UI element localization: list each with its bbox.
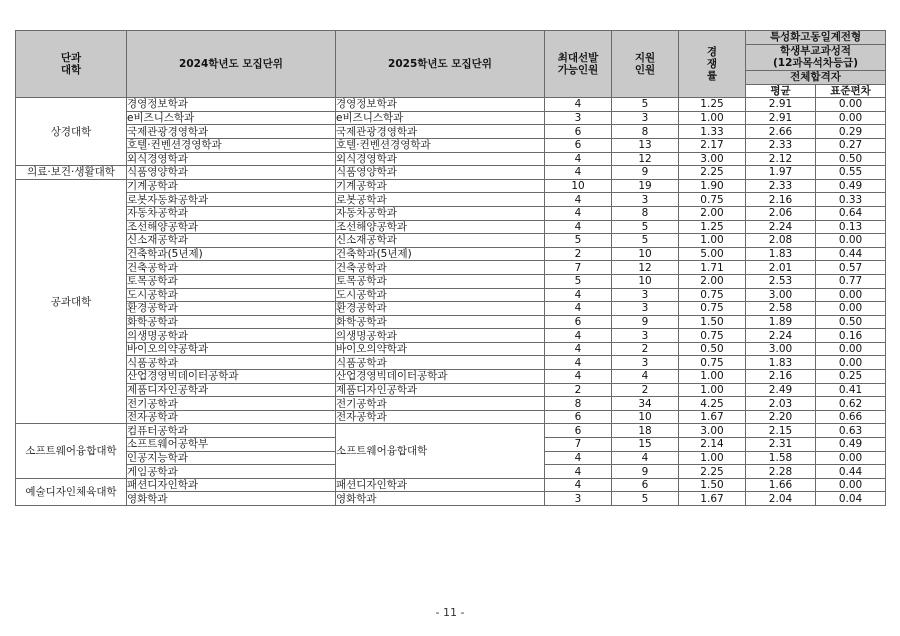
unit-2024: 외식경영학과 (127, 152, 336, 166)
unit-2024: 도시공학과 (127, 288, 336, 302)
grade-std-dev: 0.16 (816, 329, 886, 343)
table-row (16, 138, 886, 152)
grade-std-dev: 0.57 (816, 261, 886, 275)
applicants: 8 (612, 206, 679, 220)
unit-2025: 식품공학과 (336, 356, 545, 370)
applicants: 3 (612, 288, 679, 302)
max-quota: 4 (545, 356, 612, 370)
table-row (16, 410, 886, 424)
grade-std-dev: 0.63 (816, 424, 886, 438)
grade-average: 1.97 (746, 166, 816, 180)
unit-2025: 기계공학과 (336, 179, 545, 193)
table-row (16, 397, 886, 411)
max-quota: 4 (545, 288, 612, 302)
grade-average: 2.49 (746, 383, 816, 397)
grade-average: 2.33 (746, 138, 816, 152)
unit-2024: 신소재공학과 (127, 234, 336, 248)
applicants: 10 (612, 410, 679, 424)
grade-average: 2.66 (746, 125, 816, 139)
grade-std-dev: 0.00 (816, 356, 886, 370)
grade-std-dev: 0.00 (816, 111, 886, 125)
unit-2025: 호텔·컨벤션경영학과 (336, 138, 545, 152)
unit-2025: 산업경영빅데이터공학과 (336, 370, 545, 384)
max-quota: 3 (545, 111, 612, 125)
max-quota: 4 (545, 478, 612, 492)
applicants: 12 (612, 261, 679, 275)
unit-2024: 로봇자동화공학과 (127, 193, 336, 207)
unit-2025: 건축공학과 (336, 261, 545, 275)
unit-2024: 건축학과(5년제) (127, 247, 336, 261)
applicants: 18 (612, 424, 679, 438)
table-row (16, 274, 886, 288)
max-quota: 10 (545, 179, 612, 193)
table-row (16, 125, 886, 139)
grade-std-dev: 0.13 (816, 220, 886, 234)
unit-2024: 조선해양공학과 (127, 220, 336, 234)
header-unit-2024: 2024학년도 모집단위 (127, 31, 336, 98)
applicants: 9 (612, 465, 679, 479)
grade-average: 2.33 (746, 179, 816, 193)
applicants: 3 (612, 193, 679, 207)
unit-2024: 호텔·컨벤션경영학과 (127, 138, 336, 152)
grade-average: 2.91 (746, 98, 816, 112)
grade-std-dev: 0.25 (816, 370, 886, 384)
max-quota: 4 (545, 370, 612, 384)
max-quota: 4 (545, 98, 612, 112)
header-college: 단과 대학 (16, 31, 127, 98)
applicants: 3 (612, 111, 679, 125)
max-quota: 4 (545, 206, 612, 220)
competition-rate: 1.00 (679, 370, 746, 384)
grade-average: 2.24 (746, 329, 816, 343)
table-row (16, 302, 886, 316)
competition-rate: 4.25 (679, 397, 746, 411)
competition-rate: 3.00 (679, 424, 746, 438)
unit-2025: 전자공학과 (336, 410, 545, 424)
grade-std-dev: 0.00 (816, 288, 886, 302)
grade-average: 2.58 (746, 302, 816, 316)
competition-rate: 2.25 (679, 166, 746, 180)
grade-average: 2.04 (746, 492, 816, 506)
competition-rate: 1.50 (679, 478, 746, 492)
max-quota: 5 (545, 274, 612, 288)
unit-2025: 화학공학과 (336, 315, 545, 329)
grade-average: 1.89 (746, 315, 816, 329)
table-row (16, 383, 886, 397)
max-quota: 4 (545, 220, 612, 234)
table-row (16, 220, 886, 234)
header-competition: 경 쟁 률 (679, 31, 746, 98)
unit-2025: 소프트웨어융합대학 (336, 424, 545, 478)
header-average: 평균 (746, 84, 816, 98)
admissions-results-table (15, 30, 886, 506)
competition-rate: 1.00 (679, 111, 746, 125)
grade-std-dev: 0.50 (816, 315, 886, 329)
grade-average: 2.31 (746, 438, 816, 452)
max-quota: 4 (545, 152, 612, 166)
max-quota: 4 (545, 302, 612, 316)
unit-2024: 소프트웨어공학부 (127, 438, 336, 452)
applicants: 3 (612, 302, 679, 316)
college-name: 예술디자인체육대학 (16, 478, 127, 505)
max-quota: 6 (545, 315, 612, 329)
unit-2024: 컴퓨터공학과 (127, 424, 336, 438)
table-header (16, 31, 886, 98)
applicants: 12 (612, 152, 679, 166)
max-quota: 2 (545, 247, 612, 261)
competition-rate: 1.33 (679, 125, 746, 139)
competition-rate: 3.00 (679, 152, 746, 166)
unit-2024: 식품공학과 (127, 356, 336, 370)
max-quota: 6 (545, 125, 612, 139)
applicants: 6 (612, 478, 679, 492)
grade-average: 2.03 (746, 397, 816, 411)
grade-average: 2.01 (746, 261, 816, 275)
applicants: 5 (612, 234, 679, 248)
grade-average: 2.16 (746, 193, 816, 207)
unit-2025: 식품영양학과 (336, 166, 545, 180)
unit-2024: 제품디자인공학과 (127, 383, 336, 397)
unit-2024: 자동차공학과 (127, 206, 336, 220)
grade-average: 1.83 (746, 356, 816, 370)
applicants: 19 (612, 179, 679, 193)
unit-2025: 패션디자인학과 (336, 478, 545, 492)
unit-2025: 외식경영학과 (336, 152, 545, 166)
header-grade-title: 학생부교과성적 (12과목석차등급) (746, 44, 886, 70)
unit-2024: 경영정보학과 (127, 98, 336, 112)
grade-std-dev: 0.55 (816, 166, 886, 180)
competition-rate: 0.75 (679, 329, 746, 343)
table-row (16, 193, 886, 207)
competition-rate: 1.25 (679, 98, 746, 112)
max-quota: 4 (545, 329, 612, 343)
table-row (16, 179, 886, 193)
unit-2025: 제품디자인공학과 (336, 383, 545, 397)
unit-2025: 도시공학과 (336, 288, 545, 302)
grade-average: 2.20 (746, 410, 816, 424)
grade-average: 2.12 (746, 152, 816, 166)
max-quota: 7 (545, 438, 612, 452)
grade-std-dev: 0.00 (816, 234, 886, 248)
competition-rate: 0.75 (679, 288, 746, 302)
grade-std-dev: 0.44 (816, 247, 886, 261)
grade-std-dev: 0.00 (816, 302, 886, 316)
unit-2024: 인공지능학과 (127, 451, 336, 465)
applicants: 10 (612, 274, 679, 288)
unit-2024: 건축공학과 (127, 261, 336, 275)
unit-2025: 토목공학과 (336, 274, 545, 288)
grade-average: 1.83 (746, 247, 816, 261)
grade-average: 2.06 (746, 206, 816, 220)
table-row (16, 111, 886, 125)
max-quota: 8 (545, 397, 612, 411)
grade-average: 2.28 (746, 465, 816, 479)
unit-2024: 기계공학과 (127, 179, 336, 193)
grade-average: 2.16 (746, 370, 816, 384)
unit-2024: 전기공학과 (127, 397, 336, 411)
competition-rate: 0.75 (679, 356, 746, 370)
table-row (16, 356, 886, 370)
max-quota: 2 (545, 383, 612, 397)
table-row (16, 329, 886, 343)
grade-average: 1.66 (746, 478, 816, 492)
table-row (16, 98, 886, 112)
grade-average: 2.24 (746, 220, 816, 234)
table-row (16, 315, 886, 329)
table-row (16, 247, 886, 261)
applicants: 3 (612, 356, 679, 370)
unit-2025: 조선해양공학과 (336, 220, 545, 234)
grade-std-dev: 0.64 (816, 206, 886, 220)
grade-std-dev: 0.27 (816, 138, 886, 152)
grade-std-dev: 0.29 (816, 125, 886, 139)
grade-std-dev: 0.49 (816, 438, 886, 452)
applicants: 34 (612, 397, 679, 411)
unit-2024: 토목공학과 (127, 274, 336, 288)
table-row (16, 370, 886, 384)
grade-std-dev: 0.77 (816, 274, 886, 288)
applicants: 2 (612, 342, 679, 356)
competition-rate: 1.25 (679, 220, 746, 234)
max-quota: 5 (545, 234, 612, 248)
header-std-dev: 표준편차 (816, 84, 886, 98)
grade-std-dev: 0.00 (816, 98, 886, 112)
header-applicants: 지원 인원 (612, 31, 679, 98)
applicants: 13 (612, 138, 679, 152)
applicants: 5 (612, 220, 679, 234)
table-row (16, 478, 886, 492)
table-row (16, 166, 886, 180)
header-track-title: 특성화고동일계전형 (746, 31, 886, 45)
unit-2025: 영화학과 (336, 492, 545, 506)
grade-std-dev: 0.00 (816, 451, 886, 465)
competition-rate: 1.00 (679, 451, 746, 465)
table-row (16, 234, 886, 248)
table-row (16, 261, 886, 275)
unit-2024: 식품영양학과 (127, 166, 336, 180)
applicants: 2 (612, 383, 679, 397)
grade-std-dev: 0.04 (816, 492, 886, 506)
unit-2025: e비즈니스학과 (336, 111, 545, 125)
competition-rate: 2.00 (679, 206, 746, 220)
unit-2024: 의생명공학과 (127, 329, 336, 343)
table-row (16, 288, 886, 302)
grade-std-dev: 0.62 (816, 397, 886, 411)
competition-rate: 1.67 (679, 410, 746, 424)
applicants: 8 (612, 125, 679, 139)
unit-2024: 국제관광경영학과 (127, 125, 336, 139)
grade-average: 2.08 (746, 234, 816, 248)
table-body (16, 98, 886, 506)
unit-2024: 게임공학과 (127, 465, 336, 479)
header-max-quota: 최대선발 가능인원 (545, 31, 612, 98)
applicants: 5 (612, 98, 679, 112)
grade-average: 1.58 (746, 451, 816, 465)
header-unit-2025: 2025학년도 모집단위 (336, 31, 545, 98)
grade-std-dev: 0.00 (816, 478, 886, 492)
grade-std-dev: 0.66 (816, 410, 886, 424)
unit-2024: 환경공학과 (127, 302, 336, 316)
max-quota: 4 (545, 465, 612, 479)
table-row (16, 424, 886, 438)
unit-2024: 전자공학과 (127, 410, 336, 424)
applicants: 15 (612, 438, 679, 452)
competition-rate: 1.00 (679, 383, 746, 397)
table-row (16, 206, 886, 220)
page-number: - 11 - (435, 606, 465, 619)
unit-2025: 의생명공학과 (336, 329, 545, 343)
unit-2025: 경영정보학과 (336, 98, 545, 112)
unit-2025: 건축학과(5년제) (336, 247, 545, 261)
grade-average: 2.91 (746, 111, 816, 125)
applicants: 5 (612, 492, 679, 506)
college-name: 공과대학 (16, 179, 127, 424)
table-row (16, 492, 886, 506)
applicants: 4 (612, 451, 679, 465)
unit-2024: 패션디자인학과 (127, 478, 336, 492)
unit-2024: 산업경영빅데이터공학과 (127, 370, 336, 384)
table-row (16, 342, 886, 356)
grade-average: 3.00 (746, 342, 816, 356)
unit-2025: 환경공학과 (336, 302, 545, 316)
applicants: 9 (612, 166, 679, 180)
unit-2024: 영화학과 (127, 492, 336, 506)
grade-std-dev: 0.33 (816, 193, 886, 207)
competition-rate: 1.50 (679, 315, 746, 329)
grade-std-dev: 0.50 (816, 152, 886, 166)
grade-std-dev: 0.49 (816, 179, 886, 193)
competition-rate: 1.90 (679, 179, 746, 193)
unit-2025: 국제관광경영학과 (336, 125, 545, 139)
competition-rate: 0.50 (679, 342, 746, 356)
table-row (16, 152, 886, 166)
unit-2024: 화학공학과 (127, 315, 336, 329)
grade-average: 2.15 (746, 424, 816, 438)
max-quota: 4 (545, 166, 612, 180)
competition-rate: 1.00 (679, 234, 746, 248)
applicants: 9 (612, 315, 679, 329)
competition-rate: 0.75 (679, 302, 746, 316)
grade-std-dev: 0.00 (816, 342, 886, 356)
max-quota: 3 (545, 492, 612, 506)
grade-average: 3.00 (746, 288, 816, 302)
competition-rate: 0.75 (679, 193, 746, 207)
grade-std-dev: 0.44 (816, 465, 886, 479)
college-name: 소프트웨어융합대학 (16, 424, 127, 478)
competition-rate: 5.00 (679, 247, 746, 261)
competition-rate: 1.67 (679, 492, 746, 506)
competition-rate: 1.71 (679, 261, 746, 275)
max-quota: 6 (545, 138, 612, 152)
max-quota: 7 (545, 261, 612, 275)
unit-2024: e비즈니스학과 (127, 111, 336, 125)
grade-average: 2.53 (746, 274, 816, 288)
max-quota: 4 (545, 451, 612, 465)
college-name: 상경대학 (16, 98, 127, 166)
unit-2025: 전기공학과 (336, 397, 545, 411)
competition-rate: 2.25 (679, 465, 746, 479)
competition-rate: 2.14 (679, 438, 746, 452)
max-quota: 4 (545, 193, 612, 207)
grade-std-dev: 0.41 (816, 383, 886, 397)
unit-2024: 바이오의약공학과 (127, 342, 336, 356)
max-quota: 6 (545, 410, 612, 424)
competition-rate: 2.00 (679, 274, 746, 288)
header-all-accepted: 전체합격자 (746, 70, 886, 84)
unit-2025: 신소재공학과 (336, 234, 545, 248)
unit-2025: 바이오의약학과 (336, 342, 545, 356)
applicants: 10 (612, 247, 679, 261)
applicants: 3 (612, 329, 679, 343)
unit-2025: 로봇공학과 (336, 193, 545, 207)
max-quota: 4 (545, 342, 612, 356)
competition-rate: 2.17 (679, 138, 746, 152)
college-name: 의료·보건·생활대학 (16, 166, 127, 180)
applicants: 4 (612, 370, 679, 384)
max-quota: 6 (545, 424, 612, 438)
unit-2025: 자동차공학과 (336, 206, 545, 220)
